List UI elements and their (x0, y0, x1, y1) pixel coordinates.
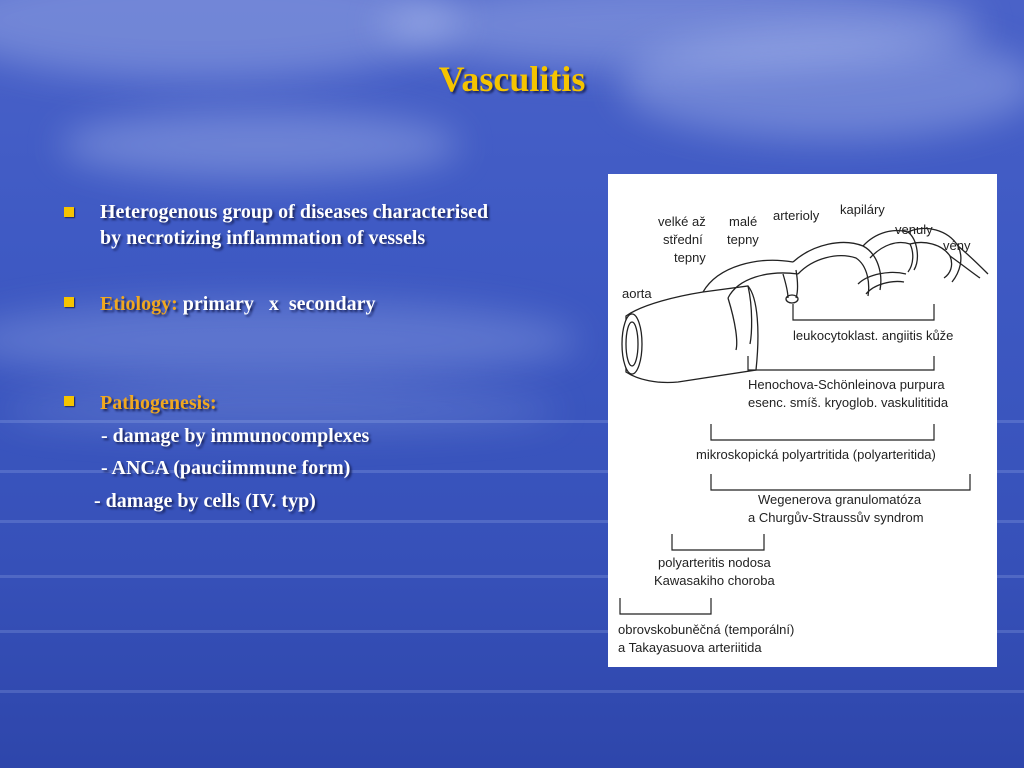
disease-label: esenc. smíš. kryoglob. vaskulititida (748, 395, 949, 410)
label-arterioles: arterioly (773, 208, 820, 223)
label-small-arteries-2: tepny (727, 232, 759, 247)
bracket-1 (793, 304, 934, 320)
bracket-3 (711, 424, 934, 440)
disease-label: Wegenerova granulomatóza (758, 492, 922, 507)
label-venules: venuly (895, 222, 933, 237)
label-large-arteries-3: tepny (674, 250, 706, 265)
disease-label: a Takayasuova arteriitida (618, 640, 762, 655)
label-large-arteries-1: velké až (658, 214, 706, 229)
pathogenesis-label: Pathogenesis: (100, 392, 217, 414)
pathogenesis-item: - damage by immunocomplexes (101, 425, 370, 447)
etiology-label: Etiology: (100, 293, 178, 315)
label-large-arteries-2: střední (663, 232, 703, 247)
disease-label: leukocytoklast. angiitis kůže (793, 328, 954, 343)
slide-title: Vasculitis (438, 59, 586, 99)
vessel-diagram-svg (608, 174, 997, 667)
bullet-icon (64, 297, 74, 307)
disease-label: Kawasakiho choroba (654, 573, 775, 588)
bullet-etiology (100, 291, 376, 317)
label-veins: vény (943, 238, 971, 253)
label-capillaries: kapiláry (840, 202, 885, 217)
bracket-4 (711, 474, 970, 490)
label-aorta: aorta (622, 286, 652, 301)
disease-label: Henochova-Schönleinova purpura (748, 377, 945, 392)
vasculitis-diagram (608, 174, 997, 667)
disease-label: obrovskobuněčná (temporální) (618, 622, 795, 637)
bracket-6 (620, 598, 711, 614)
bullet-icon (64, 207, 74, 217)
bullet-icon (64, 396, 74, 406)
bullet-definition-line2: by necrotizing inflammation of vessels (100, 227, 426, 249)
disease-label: mikroskopická polyartritida (polyarteritida) (696, 447, 936, 462)
disease-label: a Churgův-Straussův syndrom (748, 510, 924, 525)
pathogenesis-item: - damage by cells (IV. typ) (94, 490, 316, 512)
bullet-definition-line1: Heterogenous group of diseases characterised (100, 201, 489, 223)
etiology-text: primary x secondary (177, 293, 376, 315)
label-small-arteries-1: malé (729, 214, 758, 229)
bracket-2 (748, 356, 934, 370)
pathogenesis-item: - ANCA (pauciimmune form) (101, 457, 351, 479)
disease-label: polyarteritis nodosa (658, 555, 771, 570)
bracket-5 (672, 534, 764, 550)
